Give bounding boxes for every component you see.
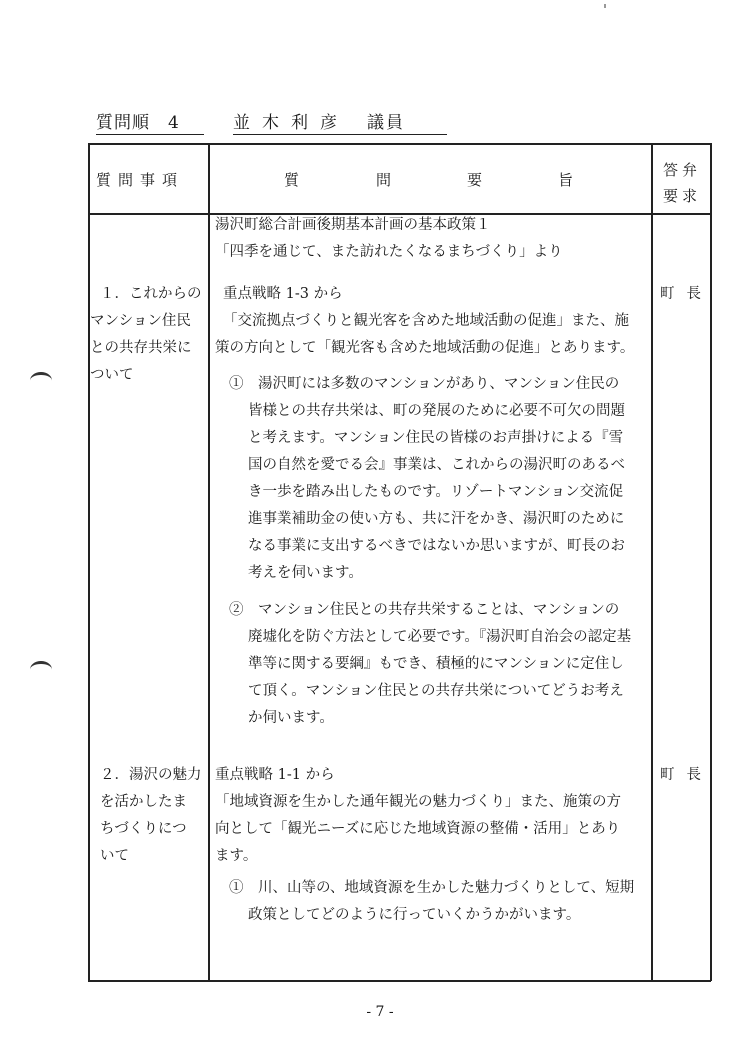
item-1-answerer: 町長 xyxy=(660,286,713,302)
punch-hole-mark xyxy=(30,661,52,678)
item-1-title xyxy=(90,281,208,389)
page-number: - 7 - xyxy=(366,1004,394,1020)
item-2-title-line: いて xyxy=(100,848,129,864)
question-line: か伺います。 xyxy=(248,710,334,726)
question-line: 考えを伺います。 xyxy=(248,565,363,581)
punch-hole-mark xyxy=(30,372,52,389)
item-2-title xyxy=(90,762,208,870)
table-col-divider-2 xyxy=(651,143,653,981)
item-2-title-line: を活かしたま xyxy=(100,794,187,810)
question-line: なる事業に支出するべきではないか思いますが、町長のお xyxy=(248,538,625,554)
item-1-strategy: 重点戦略 1-3 から xyxy=(223,286,343,302)
question-line: 準等に関する要綱』もでき、積極的にマンションに定住し xyxy=(248,656,624,672)
intro-line-2: 「四季を通じて、また訪れたくなるまちづくり」より xyxy=(215,244,563,260)
question-line: 皆様との共存共栄は、町の発展のために必要不可欠の問題 xyxy=(248,403,625,419)
item-2-answerer: 町長 xyxy=(660,767,713,783)
col-header-answer-line-1: 答弁 xyxy=(662,161,701,179)
question-line: 国の自然を愛でる会』事業は、これからの湯沢町のあるべ xyxy=(248,457,625,473)
col-header-gist-4: 旨 xyxy=(558,171,574,189)
member-name: 並木利彦 xyxy=(233,113,349,133)
table-right-border xyxy=(710,143,712,981)
item-1-title-line: １．これからの xyxy=(100,286,202,302)
item-2-policy-line: 「地域資源を生かした通年観光の魅力づくり」また、施策の方 xyxy=(215,794,621,810)
col-header-answer xyxy=(660,157,704,209)
council-member xyxy=(233,108,447,135)
item-1-title-line: マンション住民 xyxy=(90,313,191,329)
question-line: 廃墟化を防ぐ方法として必要です。『湯沢町自治会の認定基 xyxy=(248,629,632,645)
item-1-policy-line: 策の方向として「観光客も含めた地域活動の促進」とあります。 xyxy=(215,340,635,356)
intro-line-1: 湯沢町総合計画後期基本計画の基本政策１ xyxy=(215,217,491,233)
item-2-policy-line: 向として「観光ニーズに応じた地域資源の整備・活用」とあり xyxy=(215,821,621,837)
item-1-title-line: との共存共栄に xyxy=(90,340,192,356)
col-header-items: 質問事項 xyxy=(96,171,185,189)
item-2-policy-line: ます。 xyxy=(215,848,258,864)
item-2-title-line: ２．湯沢の魅力 xyxy=(100,767,202,783)
item-2-strategy: 重点戦略 1-1 から xyxy=(215,767,335,783)
item-1-policy-line: 「交流拠点づくりと観光客を含めた地域活動の促進」また、施 xyxy=(223,313,629,329)
question-line: ① 湯沢町には多数のマンションがあり、マンション住民の xyxy=(229,376,620,392)
question-line: 政策としてどのように行っていくかうかがいます。 xyxy=(248,907,581,923)
table-col-divider-1 xyxy=(208,143,210,981)
question-order: 質問順 4 xyxy=(96,108,204,135)
question-line: き一歩を踏み出したものです。リゾートマンション交流促 xyxy=(248,484,624,500)
question-line: と考えます。マンション住民の皆様のお声掛けによる『雪 xyxy=(248,430,624,446)
question-line: ① 川、山等の、地域資源を生かした魅力づくりとして、短期 xyxy=(229,880,635,896)
question-line: 進事業補助金の使い方も、共に汗をかき、湯沢町のために xyxy=(248,511,625,527)
member-title: 議員 xyxy=(367,113,405,133)
table-top-border xyxy=(88,143,711,145)
col-header-answer-line-2: 要求 xyxy=(662,187,701,205)
table-bottom-border xyxy=(88,980,711,982)
scan-speck xyxy=(604,4,606,8)
col-header-gist-3: 要 xyxy=(467,171,483,189)
question-line: ② マンション住民との共存共栄することは、マンションの xyxy=(229,602,620,618)
col-header-gist-2: 問 xyxy=(376,171,392,189)
item-1-title-line: ついて xyxy=(90,367,134,383)
item-2-title-line: ちづくりにつ xyxy=(100,821,187,837)
question-line: て頂く。マンション住民との共存共栄についてどうお考え xyxy=(248,683,624,699)
col-header-gist-1: 質 xyxy=(284,171,300,189)
